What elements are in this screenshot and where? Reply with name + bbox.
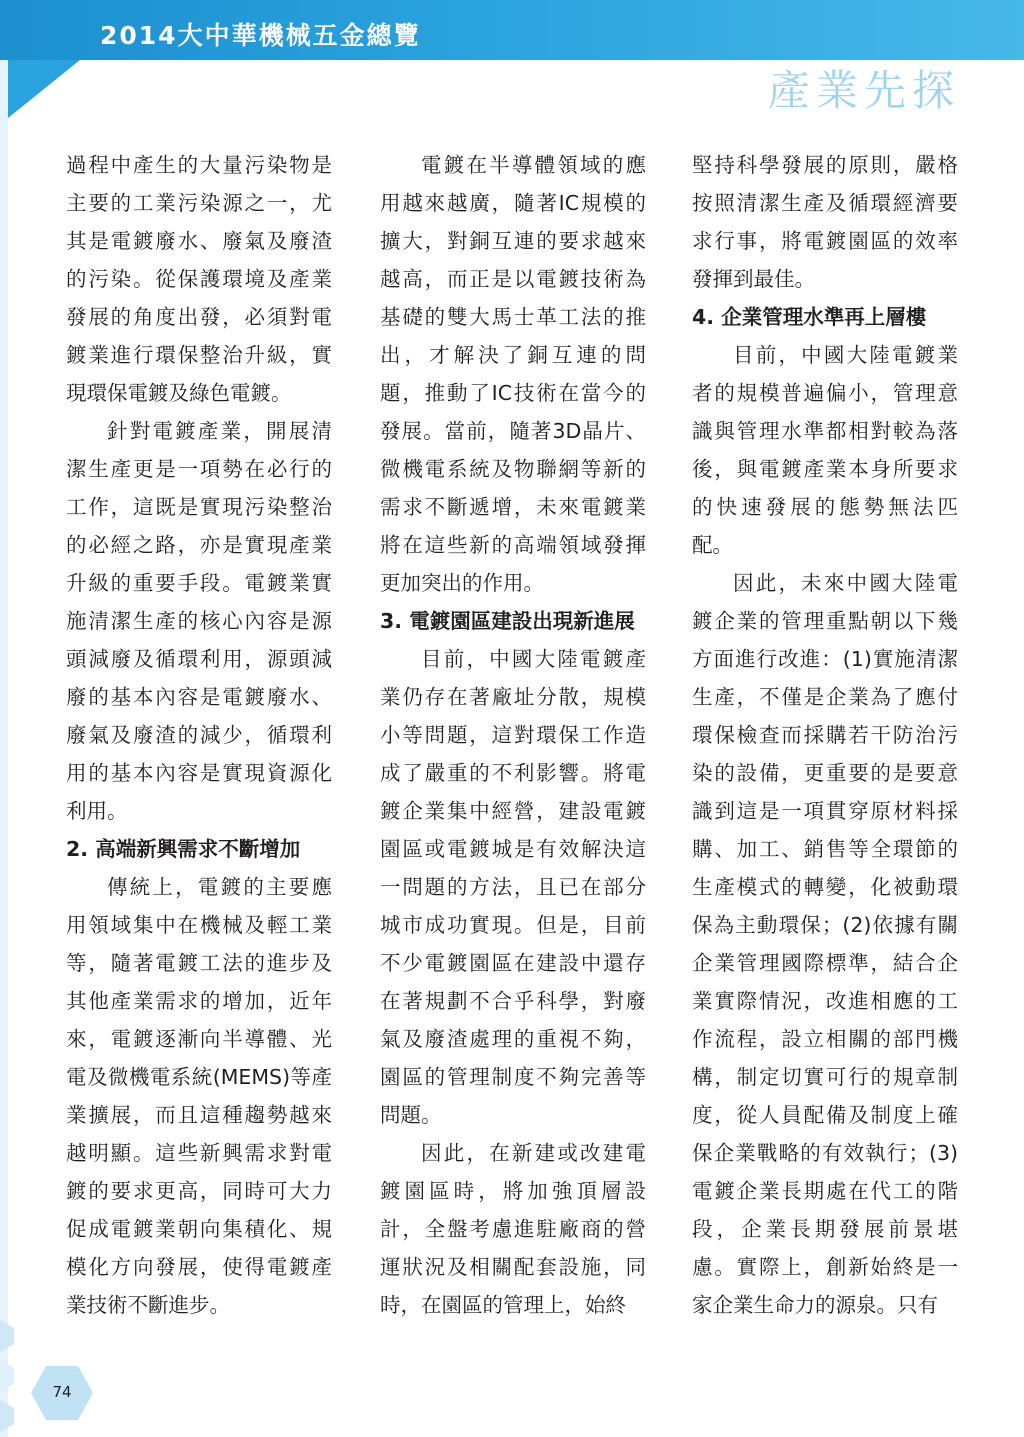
body-paragraph: 堅持科學發展的原則，嚴格按照清潔生產及循環經濟要求行事，將電鍍園區的效率發揮到最佳。 xyxy=(692,153,958,291)
section-heading: 3. 電鍍園區建設出現新進展 xyxy=(380,609,635,633)
text-column-3 xyxy=(692,146,958,1324)
body-paragraph: 因此，在新建或改建電鍍園區時，將加強頂層設計，全盤考慮進駐廠商的營運狀況及相關配套設施，同時，在園區的管理上，始終 xyxy=(380,1141,646,1317)
body-paragraph: 過程中產生的大量污染物是主要的工業污染源之一，尤其是電鍍廢水、廢氣及廢渣的污染。從保護環境及產業發展的角度出發，必須對電鍍業進行環保整治升級，實現環保電鍍及綠色電鍍。 xyxy=(66,153,332,405)
section-heading: 4. 企業管理水準再上層樓 xyxy=(692,305,927,329)
text-column-2 xyxy=(380,146,646,1324)
header-band xyxy=(0,0,1024,60)
page-number: 74 xyxy=(52,1383,72,1401)
body-paragraph: 電鍍在半導體領域的應用越來越廣，隨著IC規模的擴大，對銅互連的要求越來越高，而正是以電鍍技術為基礎的雙大馬士革工法的推出，才解決了銅互連的問題，推動了IC技術在當今的發展。當前，隨著3D晶片、微機電系統及物聯網等新的需求不斷遞增，未來電鍍業將在這些新的高端領域發揮更加突出的作用。 xyxy=(380,153,646,595)
text-column-1 xyxy=(66,146,332,1324)
publication-title: 2014大中華機械五金總覽 xyxy=(100,21,421,50)
body-paragraph: 因此，未來中國大陸電鍍企業的管理重點朝以下幾方面進行改進：(1)實施清潔生產，不僅是企業為了應付環保檢查而採購若干防治污染的設備，更重要的是要意識到這是一項貫穿原材料採購、加工、銷售等全環節的生產模式的轉變，化被動環保為主動環保；(2)依據有關企業管理國際標準，結合企業實際情況，改進相應的工作流程，設立相關的部門機構，制定切實可行的規章制度，從人員配備及制度上確保企業戰略的有效執行；(3)電鍍企業長期處在代工的階段，企業長期發展前景堪慮。實際上，創新始終是一家企業生命力的源泉。只有 xyxy=(692,571,958,1317)
body-paragraph: 針對電鍍產業，開展清潔生產更是一項勢在必行的工作，這既是實現污染整治的必經之路，亦是實現產業升級的重要手段。電鍍業實施清潔生產的核心內容是源頭減廢及循環利用，源頭減廢的基本內容是電鍍廢水、廢氣及廢渣的減少，循環利用的基本內容是實現資源化利用。 xyxy=(66,419,332,823)
section-label: 產業先探 xyxy=(767,66,960,115)
body-paragraph: 目前，中國大陸電鍍業者的規模普遍偏小，管理意識與管理水準都相對較為落後，與電鍍產業本身所要求的快速發展的態勢無法匹配。 xyxy=(692,343,958,557)
section-heading: 2. 高端新興需求不斷增加 xyxy=(66,837,301,861)
left-edge-strip xyxy=(0,60,8,1437)
corner-decoration xyxy=(0,58,90,138)
body-paragraph: 目前，中國大陸電鍍產業仍存在著廠址分散，規模小等問題，這對環保工作造成了嚴重的不利影響。將電鍍企業集中經營，建設電鍍園區或電鍍城是有效解決這一問題的方法，且已在部分城市成功實現。但是，目前不少電鍍園區在建設中還存在著規劃不合乎科學，對廢氣及廢渣處理的重視不夠，園區的管理制度不夠完善等問題。 xyxy=(380,647,646,1127)
body-paragraph: 傳統上，電鍍的主要應用領域集中在機械及輕工業等，隨著電鍍工法的進步及其他產業需求的增加，近年來，電鍍逐漸向半導體、光電及微機電系統(MEMS)等產業擴展，而且這種趨勢越來越明顯。這些新興需求對電鍍的要求更高，同時可大力促成電鍍業朝向集積化、規模化方向發展，使得電鍍產業技術不斷進步。 xyxy=(66,875,332,1317)
